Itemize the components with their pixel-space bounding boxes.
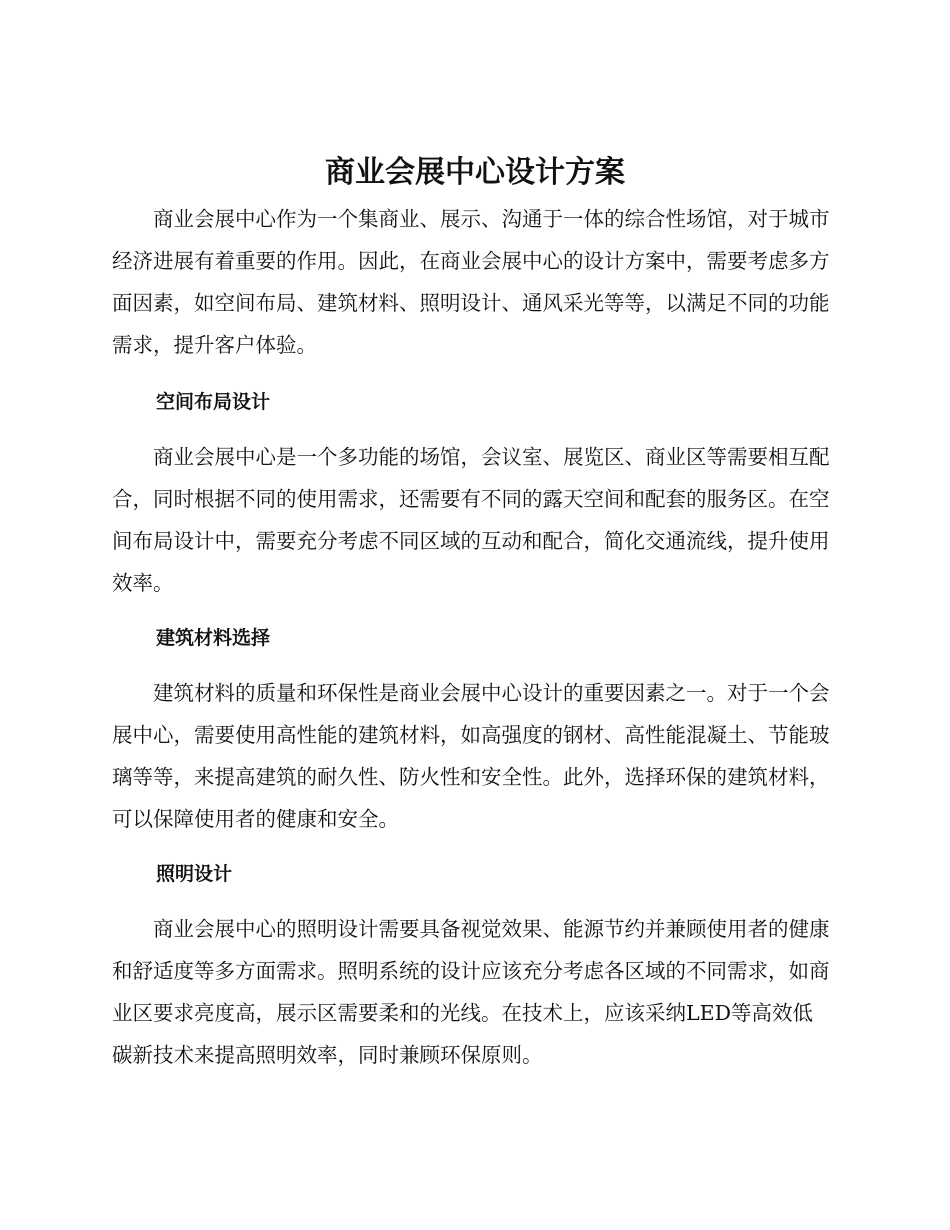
section-paragraph-lighting-design: 商业会展中心的照明设计需要具备视觉效果、能源节约并兼顾使用者的健康和舒适度等多方面需求。照明系统的设计应该充分考虑各区域的不同需求，如商业区要求亮度高，展示区需要柔和的光线。在技术上，应该采纳LED等高效低碳新技术来提高照明效率，同时兼顾环保原则。 [112,917,830,1067]
section-heading-space-layout: 空间布局设计 [156,391,271,413]
section-heading-building-materials: 建筑材料选择 [156,627,271,649]
section-paragraph-building-materials: 建筑材料的质量和环保性是商业会展中心设计的重要因素之一。对于一个会展中心，需要使用高性能的建筑材料，如高强度的钢材、高性能混凝土、节能玻璃等等，来提高建筑的耐久性、防火性和安全性。此外，选择环保的建筑材料，可以保障使用者的健康和安全。 [112,681,830,831]
section-heading-lighting-design: 照明设计 [156,863,233,885]
section-paragraph-space-layout: 商业会展中心是一个多功能的场馆，会议室、展览区、商业区等需要相互配合，同时根据不同的使用需求，还需要有不同的露天空间和配套的服务区。在空间布局设计中，需要充分考虑不同区域的互动和配合，简化交通流线，提升使用效率。 [112,445,830,595]
document-title: 商业会展中心设计方案 [325,155,625,190]
intro-paragraph: 商业会展中心作为一个集商业、展示、沟通于一体的综合性场馆，对于城市经济进展有着重要的作用。因此，在商业会展中心的设计方案中，需要考虑多方面因素，如空间布局、建筑材料、照明设计、通风采光等等，以满足不同的功能需求，提升客户体验。 [112,207,830,357]
